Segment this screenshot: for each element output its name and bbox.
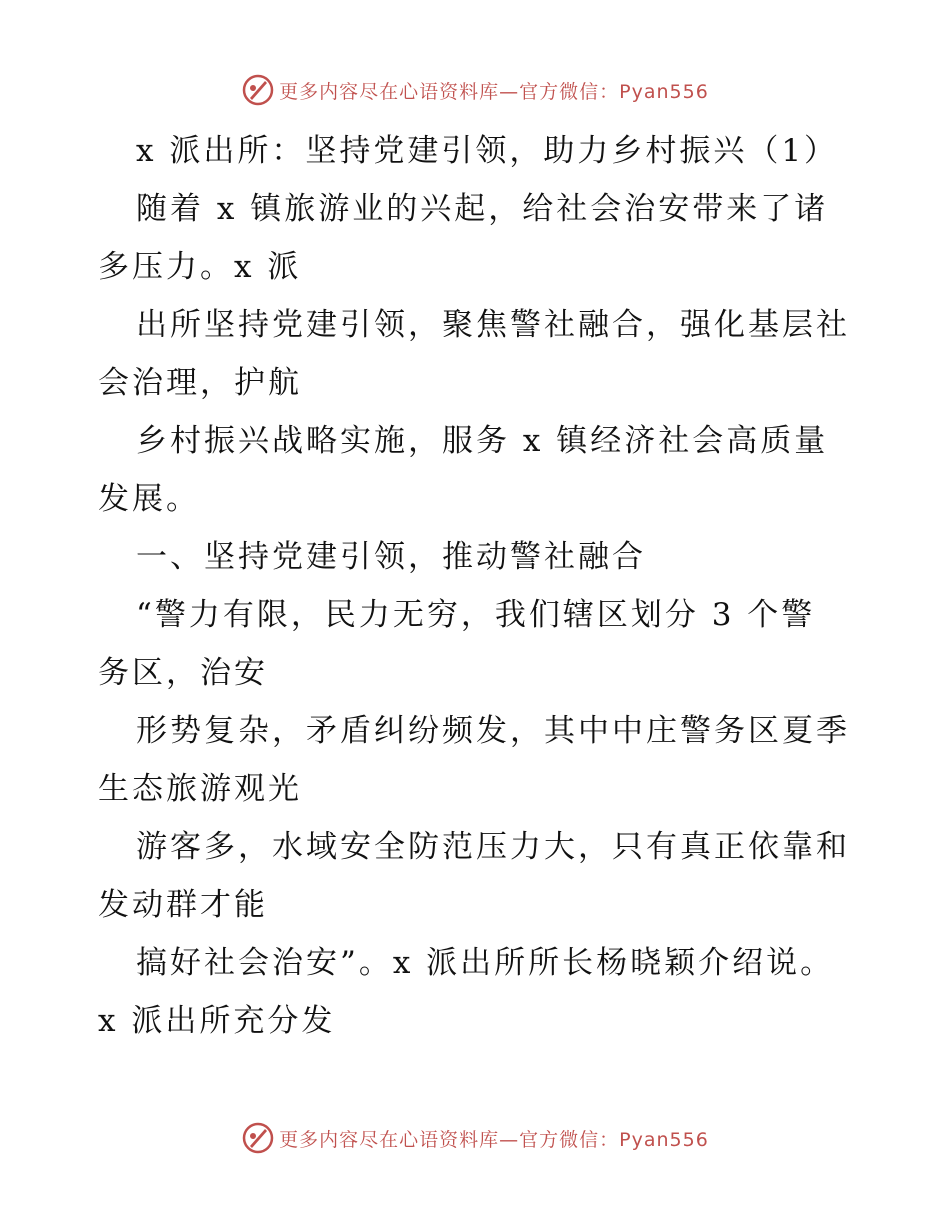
watermark-text: 更多内容尽在心语资料库—官方微信：Pyan556 [279, 80, 709, 103]
section-heading: 一、坚持党建引领，推动警社融合 [136, 539, 646, 575]
paragraph-line: 务区，治安 [98, 655, 268, 691]
paragraph-line: 形势复杂，矛盾纠纷频发，其中中庄警务区夏季 [136, 713, 850, 749]
quill-logo-icon [241, 73, 275, 107]
paragraph-line: 会治理，护航 [98, 365, 302, 401]
paragraph-line: 多压力。x 派 [98, 249, 302, 285]
paragraph-line: 乡村振兴战略实施，服务 x 镇经济社会高质量 [136, 423, 829, 459]
header-watermark [0, 70, 950, 110]
document-body [98, 122, 858, 1050]
paragraph-line: 随着 x 镇旅游业的兴起，给社会治安带来了诸 [136, 191, 829, 227]
watermark-text: 更多内容尽在心语资料库—官方微信：Pyan556 [279, 1128, 709, 1151]
paragraph-line: 发动群才能 [98, 887, 268, 923]
paragraph-line: x 派出所充分发 [98, 1003, 336, 1039]
paragraph-line: 出所坚持党建引领，聚焦警社融合，强化基层社 [136, 307, 850, 343]
paragraph-line: “警力有限，民力无穷，我们辖区划分 3 个警 [136, 597, 816, 633]
paragraph-line: 游客多，水域安全防范压力大，只有真正依靠和 [136, 829, 850, 865]
quill-logo-icon [241, 1121, 275, 1155]
paragraph-line: 搞好社会治安”。x 派出所所长杨晓颖介绍说。 [136, 945, 835, 981]
footer-watermark [0, 1118, 950, 1158]
document-title: x 派出所：坚持党建引领，助力乡村振兴（1） [136, 133, 839, 169]
paragraph-line: 生态旅游观光 [98, 771, 302, 807]
paragraph-line: 发展。 [98, 481, 200, 517]
